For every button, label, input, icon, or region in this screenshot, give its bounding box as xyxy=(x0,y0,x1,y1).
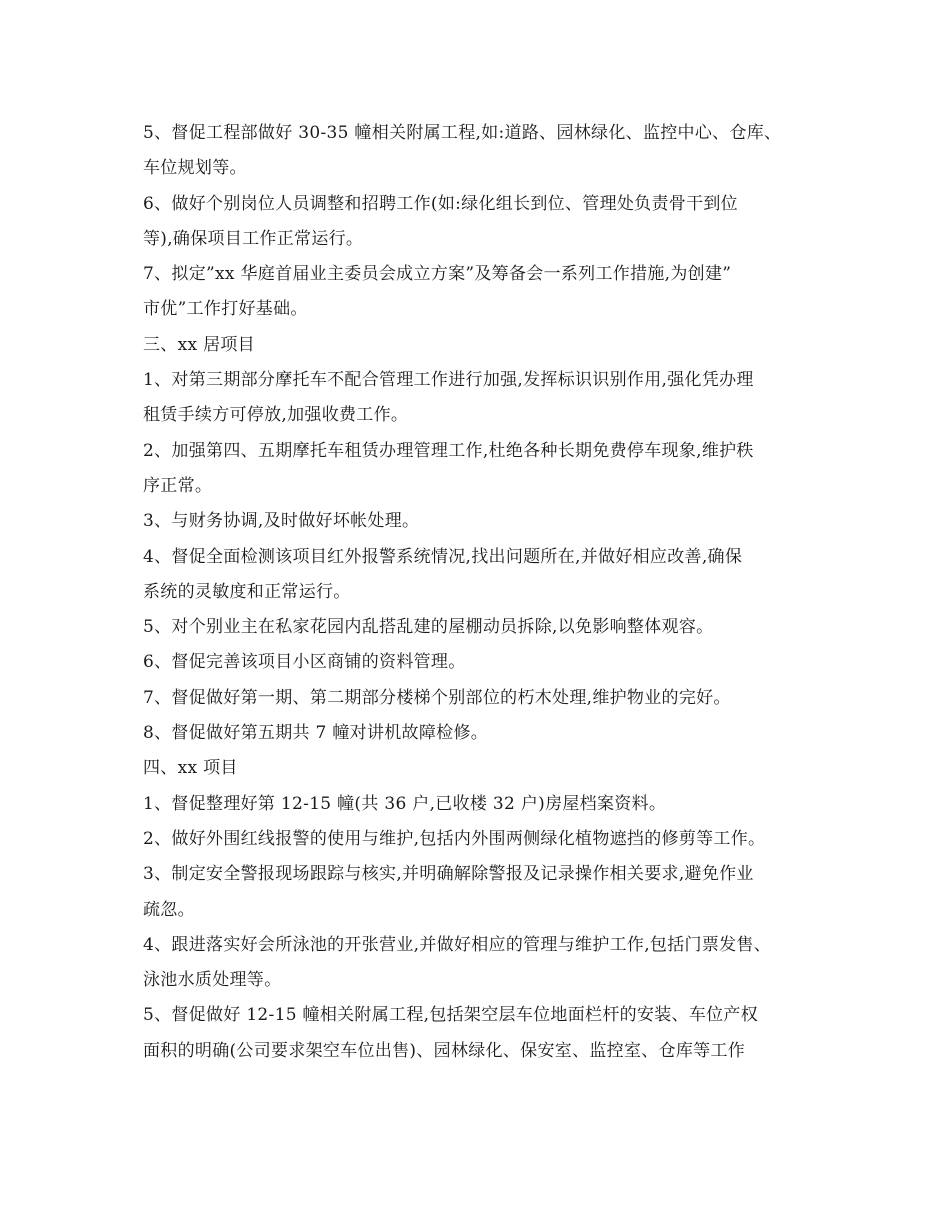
text-line: 3、制定安全警报现场跟踪与核实,并明确解除警报及记录操作相关要求,避免作业 xyxy=(143,864,754,885)
text-line: 8、督促做好第五期共 7 幢对讲机故障检修。 xyxy=(143,723,489,744)
text-line: 7、督促做好第一期、第二期部分楼梯个别部位的朽木处理,维护物业的完好。 xyxy=(143,687,731,708)
document-body xyxy=(143,116,823,1069)
text-line: 5、督促工程部做好 30-35 幢相关附属工程,如:道路、园林绿化、监控中心、仓库、 xyxy=(143,123,782,143)
section-heading: 三、xx 居项目 xyxy=(143,334,255,355)
text-line: 4、跟进落实好会所泳池的开张营业,并做好相应的管理与维护工作,包括门票发售、 xyxy=(143,934,772,955)
text-line: 系统的灵敏度和正常运行。 xyxy=(143,581,351,602)
text-line: 2、加强第四、五期摩托车租赁办理管理工作,杜绝各种长期免费停车现象,维护秩 xyxy=(143,440,754,461)
text-line: 车位规划等。 xyxy=(143,158,247,179)
text-line: 1、督促整理好第 12-15 幢(共 36 户,已收楼 32 户)房屋档案资料。 xyxy=(143,793,667,814)
text-line: 1、对第三期部分摩托车不配合管理工作进行加强,发挥标识识别作用,强化凭办理 xyxy=(143,370,754,391)
section-heading: 四、xx 项目 xyxy=(143,758,238,779)
text-line: 6、督促完善该项目小区商铺的资料管理。 xyxy=(143,652,466,673)
text-line: 6、做好个别岗位人员调整和招聘工作(如:绿化组长到位、管理处负责骨干到位 xyxy=(143,193,738,214)
text-line: 2、做好外围红线报警的使用与维护,包括内外围两侧绿化植物遮挡的修剪等工作。 xyxy=(143,828,766,849)
text-line: 3、与财务协调,及时做好坏帐处理。 xyxy=(143,511,420,532)
text-line: 序正常。 xyxy=(143,475,213,496)
text-line: 7、拟定”xx 华庭首届业主委员会成立方案”及筹备会一系列工作措施,为创建” xyxy=(143,264,732,285)
text-line: 等),确保项目工作正常运行。 xyxy=(143,228,364,249)
text-line: 市优”工作打好基础。 xyxy=(143,299,308,320)
text-line: 5、督促做好 12-15 幢相关附属工程,包括架空层车位地面栏杆的安装、车位产权 xyxy=(143,1005,759,1026)
text-line: 4、督促全面检测该项目红外报警系统情况,找出问题所在,并做好相应改善,确保 xyxy=(143,546,743,567)
text-line: 泳池水质处理等。 xyxy=(143,970,282,991)
text-line: 疏忽。 xyxy=(143,899,195,920)
text-line: 租赁手续方可停放,加强收费工作。 xyxy=(143,405,409,426)
text-line: 5、对个别业主在私家花园内乱搭乱建的屋棚动员拆除,以免影响整体观容。 xyxy=(143,617,714,638)
text-line: 面积的明确(公司要求架空车位出售)、园林绿化、保安室、监控室、仓库等工作 xyxy=(143,1040,746,1061)
